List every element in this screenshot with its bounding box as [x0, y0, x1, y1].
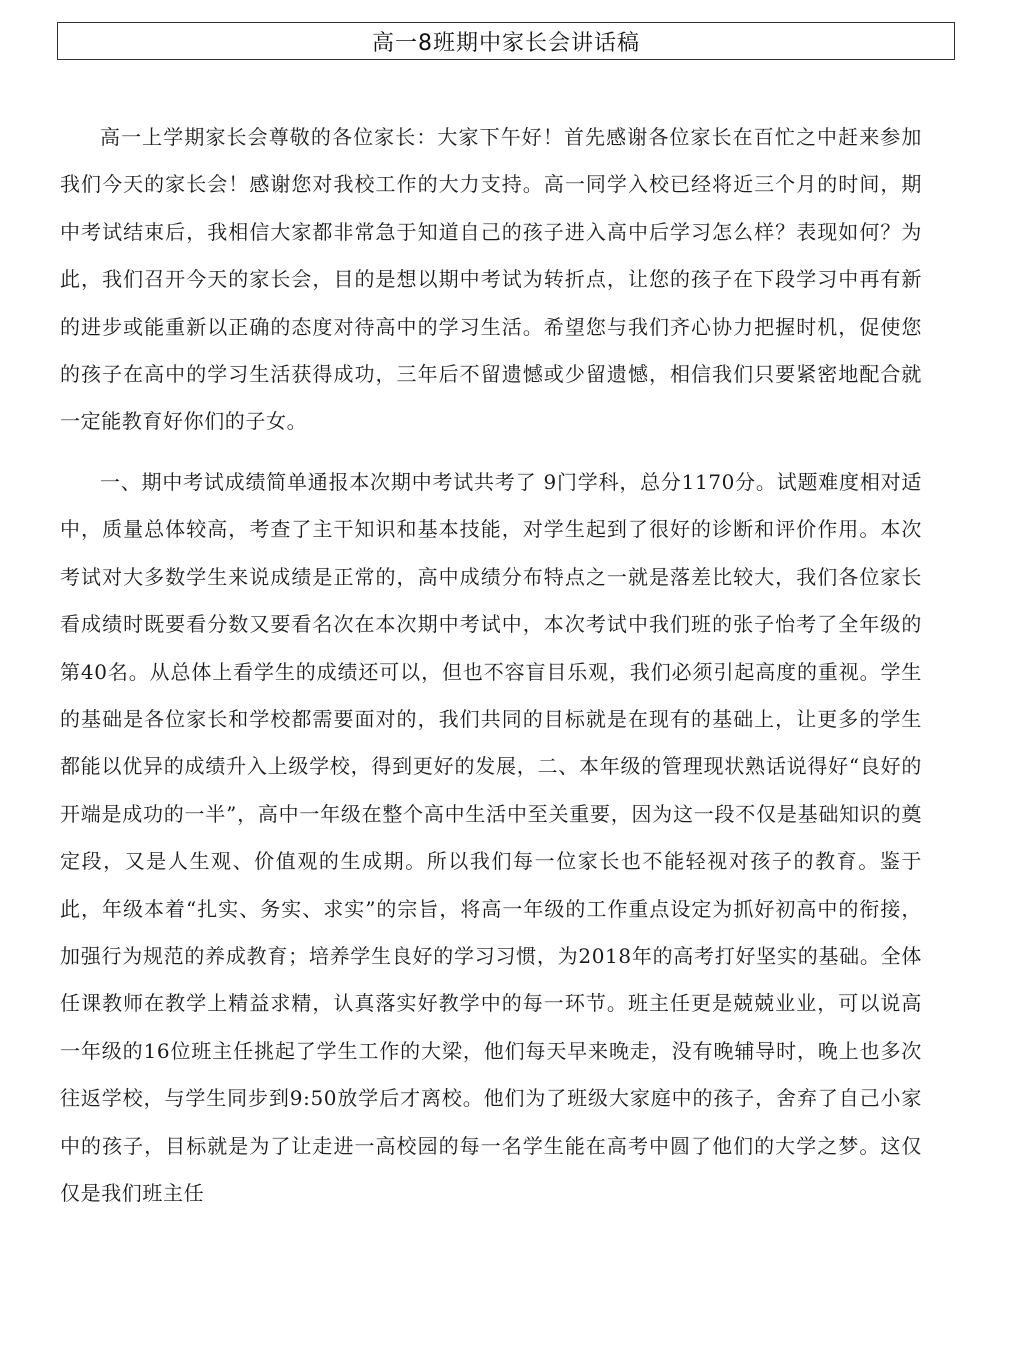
paragraph-greeting: 高一上学期家长会尊敬的各位家长：大家下午好！首先感谢各位家长在百忙之中赶来参加我们今天的家长会！感谢您对我校工作的大力支持。高一同学入校已经将近三个月的时间，期中考试结束后，我相信大家都非常急于知道自己的孩子进入高中后学习怎么样？表现如何？为此，我们召开今天的家长会，目的是想以期中考试为转折点，让您的孩子在下段学习中再有新的进步或能重新以正确的态度对待高中的学习生活。希望您与我们齐心协力把握时机，促使您的孩子在高中的学习生活获得成功，三年后不留遗憾或少留遗憾，相信我们只要紧密地配合就一定能教育好你们的子女。 [60, 125, 922, 434]
document-title: 高一8班期中家长会讲话稿 [372, 30, 640, 56]
title-box [57, 22, 955, 60]
paragraph-exam-report: 一、期中考试成绩简单通报本次期中考试共考了 9门学科，总分1170分。试题难度相对适中，质量总体较高，考查了主干知识和基本技能，对学生起到了很好的诊断和评价作用。本次考试对大多数学生来说成绩是正常的，高中成绩分布特点之一就是落差比较大，我们各位家长看成绩时既要看分数又要看名次在本次期中考试中，本次考试中我们班的张子怡考了全年级的第40名。从总体上看学生的成绩还可以，但也不容盲目乐观，我们必须引起高度的重视。学生的基础是各位家长和学校都需要面对的，我们共同的目标就是在现有的基础上，让更多的学生都能以优异的成绩升入上级学校，得到更好的发展，二、本年级的管理现状熟话说得好“良好的开端是成功的一半”，高中一年级在整个高中生活中至关重要，因为这一段不仅是基础知识的奠定段，又是人生观、价值观的生成期。所以我们每一位家长也不能轻视对孩子的教育。鉴于此，年级本着“扎实、务实、求实”的宗旨，将高一年级的工作重点设定为抓好初高中的衔接，加强行为规范的养成教育；培养学生良好的学习习惯，为2018年的高考打好坚实的基础。全体任课教师在教学上精益求精，认真落实好教学中的每一环节。班主任更是兢兢业业，可以说高一年级的16位班主任挑起了学生工作的大梁，他们每天早来晚走，没有晚辅导时，晚上也多次往返学校，与学生同步到9:50放学后才离校。他们为了班级大家庭中的孩子，舍弃了自己小家中的孩子，目标就是为了让走进一高校园的每一名学生能在高考中圆了他们的大学之梦。这仅仅是我们班主任 [60, 470, 922, 1206]
